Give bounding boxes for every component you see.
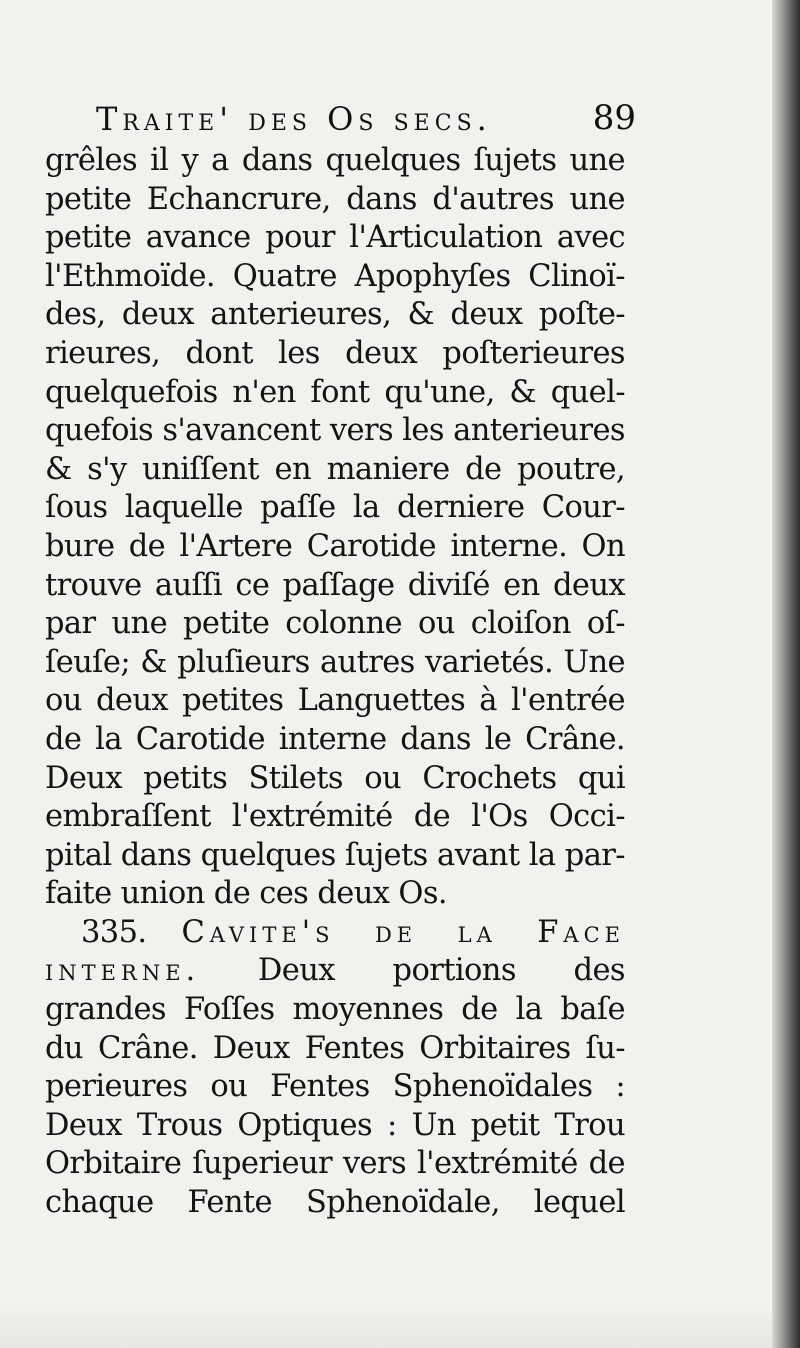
text-line: l'Ethmoïde. Quatre Apophyſes Clinoï- (45, 258, 625, 294)
text-line: perieures ou Fentes Sphenoïdales : (45, 1069, 625, 1105)
text-line: trouve auſſi ce paſſage diviſé en deux (45, 567, 625, 603)
section-first-text: Deux portions des (257, 953, 625, 989)
text-line: ſeuſe; & pluſieurs autres varietés. Une (45, 644, 625, 680)
text-line: ou deux petites Languettes à l'entrée (45, 683, 625, 719)
section-heading-continued (45, 952, 625, 991)
text-line: embraſſent l'extrémité de l'Os Occi- (45, 799, 625, 835)
section-title-continued: interne. (45, 953, 201, 989)
text-line: pital dans quelques ſujets avant la par- (45, 837, 625, 873)
text-line: de la Carotide interne dans le Crâne. (45, 721, 625, 757)
text-line: petite Echancrure, dans d'autres une (45, 181, 625, 217)
text-line: petite avance pour l'Articulation avec (45, 220, 625, 256)
text-line: ſous laquelle paſſe la derniere Cour- (45, 490, 625, 526)
text-line: Orbitaire ſuperieur vers l'extrémité de (45, 1146, 625, 1182)
text-line: des, deux anterieures, & deux poſte- (45, 297, 625, 333)
text-line: grandes Foſſes moyennes de la baſe (45, 992, 625, 1028)
section-heading (45, 914, 625, 953)
text-line: Deux petits Stilets ou Crochets qui (45, 760, 625, 796)
text-line: par une petite colonne ou cloiſon oſ- (45, 606, 625, 642)
text-line: grêles il y a dans quelques ſujets une (45, 143, 625, 178)
section-title: Cavite's de la Face (181, 914, 625, 950)
running-title: Traite' des Os secs. (96, 100, 492, 138)
section-number: 335. (81, 914, 147, 950)
text-line: & s'y uniſſent en maniere de poutre, (45, 451, 625, 487)
text-line: chaque Fente Sphenoïdale, lequel (45, 1185, 625, 1221)
text-line: faite union de ces deux Os. (45, 876, 447, 912)
text-line: Deux Trous Optiques : Un petit Trou (45, 1107, 625, 1143)
text-line: quefois s'avancent vers les anterieures (45, 413, 625, 449)
text-line: du Crâne. Deux Fentes Orbitaires ſu- (45, 1030, 625, 1066)
page-number: 89 (592, 98, 636, 138)
page-body (45, 142, 625, 1223)
text-line: quelquefois n'en font qu'une, & quel- (45, 374, 625, 410)
text-line: rieures, dont les deux poſterieures (45, 335, 625, 371)
text-line: bure de l'Artere Carotide interne. On (45, 528, 625, 564)
